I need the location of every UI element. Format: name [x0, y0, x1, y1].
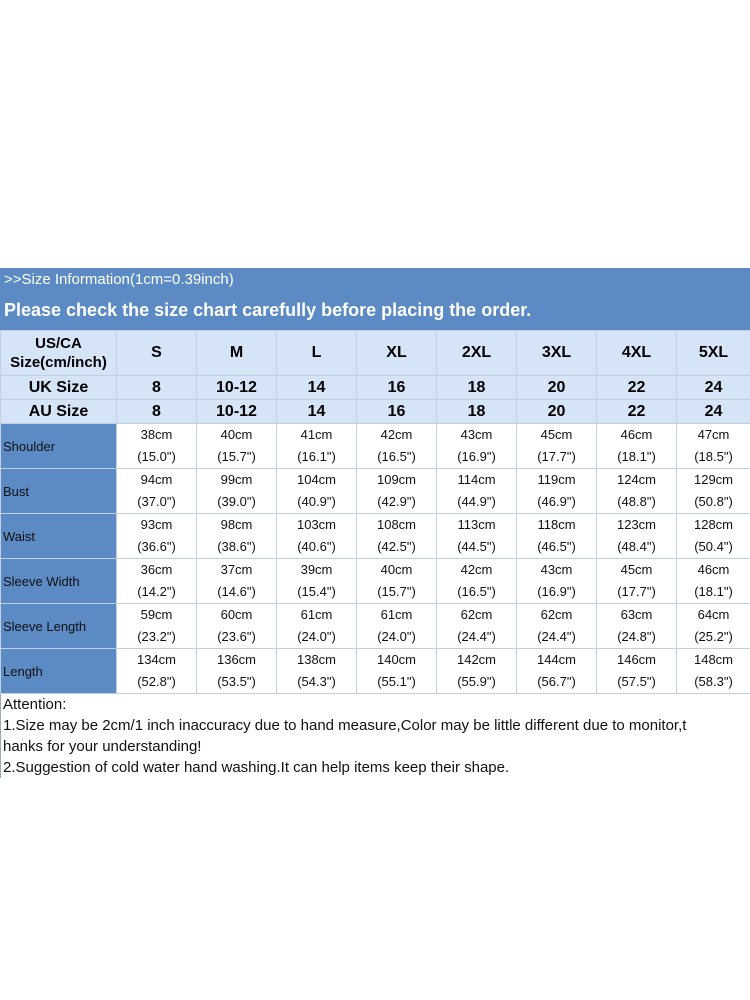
measurement-cell: [117, 514, 197, 559]
note-line: Attention:: [3, 696, 67, 713]
measurement-cell: [597, 559, 677, 604]
uk-size-cell: 20: [517, 376, 597, 400]
cm-value: 62cm: [540, 607, 573, 622]
size-header-row: [1, 331, 750, 376]
measurement-cell: [677, 514, 750, 559]
cm-value: 45cm: [620, 562, 653, 577]
inch-value: (42.5"): [377, 539, 416, 554]
cm-value: 114cm: [457, 472, 496, 487]
measurement-cell: [517, 424, 597, 469]
inch-value: (23.2"): [137, 629, 176, 644]
measurement-label: Bust: [1, 469, 117, 514]
measurement-cell: [117, 424, 197, 469]
size-info-title: >>Size Information(1cm=0.39inch): [0, 268, 750, 292]
cm-value: 41cm: [300, 427, 333, 442]
measurement-cell: [357, 469, 437, 514]
inch-value: (44.5"): [457, 539, 496, 554]
inch-value: (40.6"): [297, 539, 336, 554]
measurement-cell: [277, 469, 357, 514]
measurement-cell: [357, 649, 437, 694]
inch-value: (15.4"): [297, 584, 336, 599]
measurement-cell: [437, 604, 517, 649]
measurement-cell: [197, 649, 277, 694]
inch-value: (15.0"): [137, 449, 176, 464]
size-table: [0, 330, 750, 694]
uk-size-cell: 10-12: [197, 376, 277, 400]
uk-size-row: [1, 376, 750, 400]
size-header-cell: L: [277, 331, 357, 376]
cm-value: 46cm: [620, 427, 653, 442]
cm-value: 40cm: [380, 562, 413, 577]
measurement-cell: [597, 469, 677, 514]
measurement-row: [1, 649, 750, 694]
cm-value: 64cm: [697, 607, 730, 622]
size-header-cell: M: [197, 331, 277, 376]
cm-value: 124cm: [616, 472, 657, 487]
measurement-cell: [677, 469, 750, 514]
au-size-cell: 14: [277, 400, 357, 424]
measurement-cell: [437, 514, 517, 559]
cm-value: 94cm: [140, 472, 173, 487]
measurement-cell: [357, 424, 437, 469]
cm-value: 42cm: [380, 427, 413, 442]
inch-value: (23.6"): [217, 629, 256, 644]
corner-header: [1, 331, 117, 376]
inch-value: (24.0"): [377, 629, 416, 644]
au-size-cell: 18: [437, 400, 517, 424]
size-header-cell: 5XL: [677, 331, 750, 376]
measurement-label: Length: [1, 649, 117, 694]
measurement-row: [1, 514, 750, 559]
size-info-subtitle: Please check the size chart carefully before placing the order.: [0, 292, 750, 330]
measurement-cell: [357, 559, 437, 604]
measurement-cell: [117, 559, 197, 604]
uk-size-cell: 18: [437, 376, 517, 400]
cm-value: 40cm: [220, 427, 253, 442]
size-header-cell: 2XL: [437, 331, 517, 376]
cm-value: 47cm: [697, 427, 730, 442]
measurement-cell: [197, 424, 277, 469]
inch-value: (15.7"): [377, 584, 416, 599]
cm-value: 103cm: [296, 517, 337, 532]
au-size-cell: 10-12: [197, 400, 277, 424]
cm-value: 146cm: [616, 652, 657, 667]
inch-value: (54.3"): [297, 674, 336, 689]
measurement-row: [1, 469, 750, 514]
cm-value: 43cm: [460, 427, 493, 442]
corner-label-line-2: Size(cm/inch): [10, 354, 107, 371]
cm-value: 134cm: [136, 652, 177, 667]
measurement-cell: [277, 514, 357, 559]
measurement-cell: [117, 604, 197, 649]
inch-value: (24.4"): [537, 629, 576, 644]
inch-value: (48.4"): [617, 539, 656, 554]
inch-value: (24.8"): [617, 629, 656, 644]
measurement-row: [1, 424, 750, 469]
cm-value: 63cm: [620, 607, 653, 622]
measurement-cell: [357, 514, 437, 559]
size-header-cell: XL: [357, 331, 437, 376]
cm-value: 46cm: [697, 562, 730, 577]
uk-size-cell: 22: [597, 376, 677, 400]
inch-value: (18.1"): [694, 584, 733, 599]
cm-value: 98cm: [220, 517, 253, 532]
cm-value: 113cm: [457, 517, 496, 532]
cm-value: 39cm: [300, 562, 333, 577]
inch-value: (16.5"): [457, 584, 496, 599]
cm-value: 61cm: [380, 607, 413, 622]
uk-size-cell: 8: [117, 376, 197, 400]
inch-value: (37.0"): [137, 494, 176, 509]
inch-value: (52.8"): [137, 674, 176, 689]
cm-value: 136cm: [216, 652, 257, 667]
inch-value: (58.3"): [694, 674, 733, 689]
cm-value: 128cm: [693, 517, 734, 532]
measurement-cell: [277, 559, 357, 604]
cm-value: 93cm: [140, 517, 173, 532]
inch-value: (17.7"): [617, 584, 656, 599]
measurement-cell: [197, 604, 277, 649]
cm-value: 61cm: [300, 607, 333, 622]
au-size-cell: 22: [597, 400, 677, 424]
au-size-cell: 8: [117, 400, 197, 424]
cm-value: 42cm: [460, 562, 493, 577]
uk-size-cell: 24: [677, 376, 750, 400]
cm-value: 60cm: [220, 607, 253, 622]
cm-value: 144cm: [536, 652, 577, 667]
cm-value: 37cm: [220, 562, 253, 577]
size-table-body: [1, 331, 750, 694]
measurement-cell: [197, 514, 277, 559]
au-size-label: AU Size: [1, 400, 117, 424]
cm-value: 43cm: [540, 562, 573, 577]
inch-value: (55.1"): [377, 674, 416, 689]
note-line: hanks for your understanding!: [3, 738, 202, 755]
attention-notes: [0, 694, 750, 778]
inch-value: (39.0"): [217, 494, 256, 509]
corner-label-line-1: US/CA: [35, 335, 82, 352]
inch-value: (55.9"): [457, 674, 496, 689]
cm-value: 109cm: [376, 472, 417, 487]
size-header-cell: 3XL: [517, 331, 597, 376]
inch-value: (44.9"): [457, 494, 496, 509]
measurement-row: [1, 604, 750, 649]
inch-value: (14.2"): [137, 584, 176, 599]
inch-value: (40.9"): [297, 494, 336, 509]
inch-value: (46.9"): [537, 494, 576, 509]
inch-value: (17.7"): [537, 449, 576, 464]
cm-value: 104cm: [296, 472, 337, 487]
measurement-cell: [677, 604, 750, 649]
measurement-cell: [277, 649, 357, 694]
measurement-cell: [517, 469, 597, 514]
inch-value: (50.8"): [694, 494, 733, 509]
measurement-cell: [517, 514, 597, 559]
measurement-cell: [277, 424, 357, 469]
cm-value: 129cm: [693, 472, 734, 487]
cm-value: 148cm: [693, 652, 734, 667]
measurement-cell: [597, 604, 677, 649]
inch-value: (53.5"): [217, 674, 256, 689]
measurement-cell: [437, 559, 517, 604]
size-header-cell: 4XL: [597, 331, 677, 376]
measurement-cell: [437, 469, 517, 514]
measurement-label: Sleeve Width: [1, 559, 117, 604]
measurement-cell: [597, 649, 677, 694]
cm-value: 36cm: [140, 562, 173, 577]
au-size-row: [1, 400, 750, 424]
inch-value: (18.5"): [694, 449, 733, 464]
uk-size-cell: 14: [277, 376, 357, 400]
uk-size-label: UK Size: [1, 376, 117, 400]
inch-value: (57.5"): [617, 674, 656, 689]
inch-value: (14.6"): [217, 584, 256, 599]
measurement-cell: [677, 649, 750, 694]
inch-value: (42.9"): [377, 494, 416, 509]
measurement-cell: [597, 514, 677, 559]
cm-value: 123cm: [616, 517, 657, 532]
size-chart: [0, 268, 750, 778]
measurement-cell: [677, 559, 750, 604]
cm-value: 45cm: [540, 427, 573, 442]
measurement-cell: [517, 604, 597, 649]
inch-value: (24.4"): [457, 629, 496, 644]
measurement-cell: [277, 604, 357, 649]
cm-value: 140cm: [376, 652, 417, 667]
inch-value: (36.6"): [137, 539, 176, 554]
size-header-cell: S: [117, 331, 197, 376]
inch-value: (50.4"): [694, 539, 733, 554]
inch-value: (16.1"): [297, 449, 336, 464]
measurement-label: Sleeve Length: [1, 604, 117, 649]
measurement-label: Waist: [1, 514, 117, 559]
uk-size-cell: 16: [357, 376, 437, 400]
cm-value: 142cm: [456, 652, 497, 667]
inch-value: (16.9"): [537, 584, 576, 599]
inch-value: (16.5"): [377, 449, 416, 464]
inch-value: (18.1"): [617, 449, 656, 464]
au-size-cell: 16: [357, 400, 437, 424]
measurement-cell: [117, 469, 197, 514]
cm-value: 59cm: [140, 607, 173, 622]
inch-value: (24.0"): [297, 629, 336, 644]
measurement-cell: [117, 649, 197, 694]
measurement-row: [1, 559, 750, 604]
measurement-cell: [677, 424, 750, 469]
au-size-cell: 20: [517, 400, 597, 424]
measurement-cell: [597, 424, 677, 469]
measurement-cell: [197, 469, 277, 514]
measurement-cell: [437, 424, 517, 469]
inch-value: (16.9"): [457, 449, 496, 464]
measurement-label: Shoulder: [1, 424, 117, 469]
inch-value: (25.2"): [694, 629, 733, 644]
inch-value: (48.8"): [617, 494, 656, 509]
cm-value: 38cm: [140, 427, 173, 442]
measurement-cell: [357, 604, 437, 649]
cm-value: 62cm: [460, 607, 493, 622]
cm-value: 138cm: [296, 652, 337, 667]
note-line: 1.Size may be 2cm/1 inch inaccuracy due to hand measure,Color may be little different due to monitor,t: [3, 717, 687, 734]
au-size-cell: 24: [677, 400, 750, 424]
measurement-cell: [517, 649, 597, 694]
cm-value: 99cm: [220, 472, 253, 487]
inch-value: (56.7"): [537, 674, 576, 689]
cm-value: 118cm: [537, 517, 576, 532]
cm-value: 119cm: [537, 472, 576, 487]
measurement-cell: [437, 649, 517, 694]
measurement-cell: [197, 559, 277, 604]
inch-value: (15.7"): [217, 449, 256, 464]
inch-value: (38.6"): [217, 539, 256, 554]
inch-value: (46.5"): [537, 539, 576, 554]
measurement-cell: [517, 559, 597, 604]
note-line: 2.Suggestion of cold water hand washing.It can help items keep their shape.: [3, 759, 510, 776]
cm-value: 108cm: [376, 517, 417, 532]
